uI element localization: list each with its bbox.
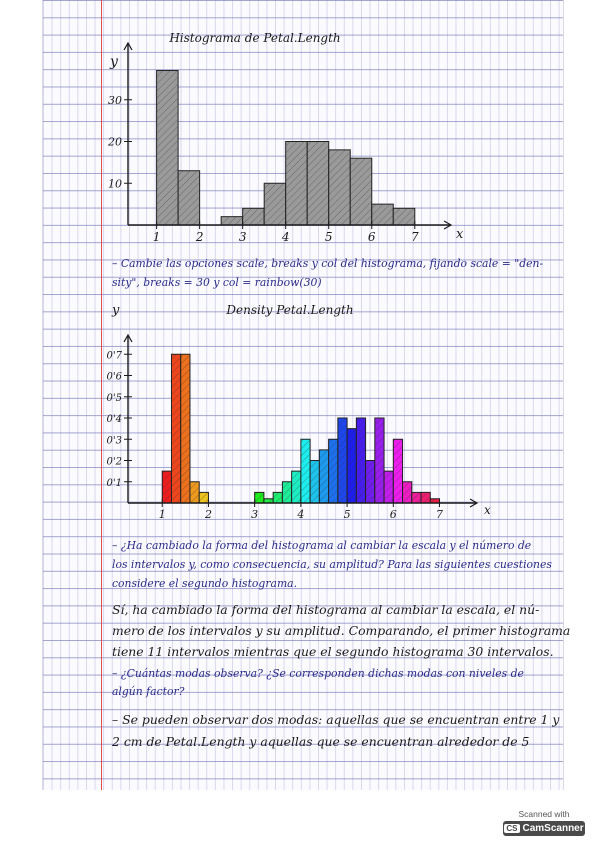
bar-hatching xyxy=(403,482,412,503)
chart-title: Histograma de Petal.Length xyxy=(169,31,341,45)
bar-hatching xyxy=(178,171,200,225)
answer-2-line-2: 2 cm de Petal.Length y aquellas que se encuentran alrededor de 5 xyxy=(112,734,530,749)
question-1-line-3: considere el segundo histograma. xyxy=(112,577,298,590)
x-tick-label: 2 xyxy=(195,230,204,244)
bar-hatching xyxy=(372,204,394,225)
y-tick-label: 0'6 xyxy=(106,371,122,383)
bar-hatching xyxy=(421,492,430,503)
bar-hatching xyxy=(157,71,179,225)
bar-hatching xyxy=(162,471,171,503)
answer-2-line-1: – Se pueden observar dos modas: aquellas que se encuentran entre 1 y xyxy=(112,712,560,727)
bar-hatching xyxy=(243,208,265,225)
bar-hatching xyxy=(190,482,199,503)
bar-hatching xyxy=(329,439,338,503)
bar-hatching xyxy=(286,142,308,226)
bar-hatching xyxy=(264,183,286,225)
bar-hatching xyxy=(221,217,243,225)
camscanner-logo xyxy=(503,821,585,836)
bar-hatching xyxy=(292,471,301,503)
x-tick-label: 3 xyxy=(238,230,247,244)
answer-1-line-3: tiene 11 intervalos mientras que el segundo histograma 30 intervalos. xyxy=(112,644,554,659)
bar-hatching xyxy=(338,418,347,503)
y-axis-label: y xyxy=(110,54,118,70)
question-1-line-1: – ¿Ha cambiado la forma del histograma al cambiar la escala y el número de xyxy=(112,539,532,552)
bar-hatching xyxy=(366,461,375,504)
instruction-line-2: sity", breaks = 30 y col = rainbow(30) xyxy=(112,276,322,289)
chart-marks xyxy=(107,335,477,521)
bar-hatching xyxy=(356,418,365,503)
bar-hatching xyxy=(310,461,319,504)
answer-1-line-2: mero de los intervalos y su amplitud. Comparando, el primer histograma xyxy=(112,623,571,638)
chart-title: Density Petal.Length xyxy=(226,303,354,317)
histogram-chart xyxy=(0,0,599,260)
bar-hatching xyxy=(282,482,291,503)
bar-hatching xyxy=(307,142,329,226)
camscanner-icon: CS xyxy=(506,824,518,833)
density-histogram-chart xyxy=(0,290,599,530)
scanned-with-text: Scanned with xyxy=(518,809,570,819)
question-2-line-2: algún factor? xyxy=(112,685,185,698)
bar-hatching xyxy=(181,354,190,503)
chart-marks xyxy=(107,43,451,244)
x-tick-label: 6 xyxy=(367,230,376,244)
bar-hatching xyxy=(199,492,208,503)
bar-hatching xyxy=(393,439,402,503)
x-tick-label: 5 xyxy=(324,230,333,244)
camscanner-badge xyxy=(503,809,585,836)
bar-hatching xyxy=(393,208,415,225)
bar-hatching xyxy=(171,354,180,503)
x-tick-label: 7 xyxy=(436,508,444,521)
y-tick-label: 0'1 xyxy=(106,477,122,489)
x-tick-label: 1 xyxy=(152,230,161,244)
x-tick-label: 2 xyxy=(204,508,212,521)
bar-hatching xyxy=(350,158,372,225)
x-tick-label: 7 xyxy=(410,230,419,244)
bar-hatching xyxy=(301,439,310,503)
y-tick-label: 20 xyxy=(108,135,122,149)
x-axis-label: x xyxy=(484,503,491,517)
y-tick-label: 0'5 xyxy=(106,392,122,404)
x-tick-label: 3 xyxy=(251,508,259,521)
y-tick-label: 0'4 xyxy=(106,414,122,425)
x-tick-label: 1 xyxy=(158,508,166,521)
bar-hatching xyxy=(412,492,421,503)
answer-1-line-1: Sí, ha cambiado la forma del histograma al cambiar la escala, el nú- xyxy=(112,602,540,617)
bar-hatching xyxy=(329,150,351,225)
x-tick-label: 6 xyxy=(389,508,397,521)
bar-hatching xyxy=(255,492,264,503)
y-tick-label: 10 xyxy=(108,177,122,191)
x-tick-label: 4 xyxy=(281,230,290,244)
y-tick-label: 30 xyxy=(108,93,122,107)
x-tick-label: 4 xyxy=(297,508,305,521)
bar-hatching xyxy=(347,429,356,503)
y-axis-label: y xyxy=(112,303,120,318)
bar-hatching xyxy=(375,418,384,503)
x-tick-label: 5 xyxy=(343,508,351,521)
bar-hatching xyxy=(319,450,328,503)
y-tick-label: 0'2 xyxy=(106,456,122,468)
question-2-line-1: – ¿Cuántas modas observa? ¿Se corresponden dichas modas con niveles de xyxy=(112,667,524,680)
y-tick-label: 0'7 xyxy=(106,350,122,362)
camscanner-brand: CamScanner xyxy=(522,823,584,834)
x-axis-label: x xyxy=(456,227,464,242)
question-1-line-2: los intervalos y, como consecuencia, su amplitud? Para las siguientes cuestiones xyxy=(112,558,552,571)
instruction-line-1: – Cambie las opciones scale, breaks y col del histograma, fijando scale = "den- xyxy=(112,257,544,270)
bar-hatching xyxy=(273,492,282,503)
y-tick-label: 0'3 xyxy=(106,435,122,447)
bar-hatching xyxy=(384,471,393,503)
